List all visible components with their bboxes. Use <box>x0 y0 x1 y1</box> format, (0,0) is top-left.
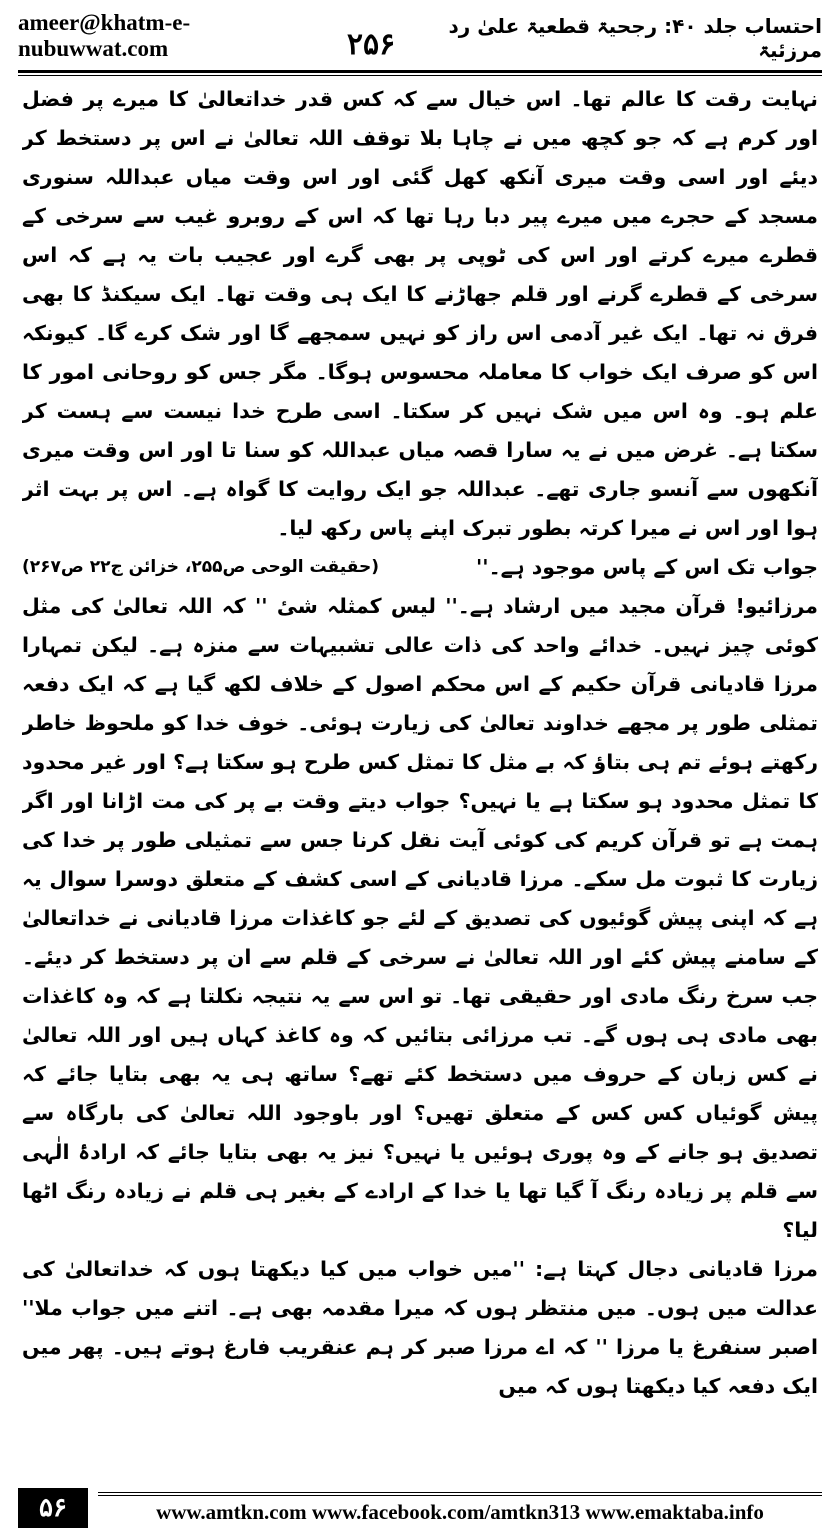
header-email: ameer@khatm-e-nubuwwat.com <box>18 10 191 61</box>
running-title: احتساب جلد ۴۰: رجحیۃ قطعیۃ علیٰ رد مرزئیۃ <box>448 14 822 62</box>
footer-page-number: ۵۶ <box>18 1488 88 1528</box>
header-rule-thin <box>18 75 822 76</box>
page-header <box>18 10 822 62</box>
footer-links: www.amtkn.com www.facebook.com/amtkn313 www.emaktaba.info <box>98 1492 822 1525</box>
paragraph-3: مرزا قادیانی دجال کہتا ہے: ''میں خواب میں کیا دیکھتا ہوں کہ خداتعالیٰ کی عدالت میں ہوں۔ میں منتظر ہوں کہ میرا مقدمہ بھی ہے۔ اتنے میں جواب ملا'' اصبر سنفرغ یا مرزا '' کہ اے مرزا صبر کر ہم عنقریب فارغ ہوتے ہیں۔ پھر میں ایک دفعہ کیا دیکھتا ہوں کہ میں <box>22 1257 818 1398</box>
page-footer <box>18 1486 822 1530</box>
citation: (حقیقت الوحی ص۲۵۵، خزائن ج۲۲ ص۲۶۷) <box>22 557 379 577</box>
paragraph-2: مرزائیو! قرآن مجید میں ارشاد ہے۔'' لیس کمثلہ شیٔ '' کہ اللہ تعالیٰ کی مثل کوئی چیز نہیں۔ خدائے واحد کی ذات عالی تشبیہات سے منزہ ہے۔ لیکن تمہارا مرزا قادیانی قرآن حکیم کے اس محکم اصول کے خلاف لکھ گیا ہے کہ ایک دفعہ تمثلی طور پر مجھے خداوند تعالیٰ کی زیارت ہوئی۔ خوف خدا کو ملحوظ خاطر رکھتے ہوئے تم ہی بتاؤ کہ بے مثل کا تمثل کس طرح ہو سکتا ہے؟ اور غیر محدود کا تمثل محدود ہو سکتا ہے یا نہیں؟ جواب دیتے وقت بے پر کی مت اڑانا اور اگر ہمت ہے تو قرآن کریم کی کوئی آیت نقل کرنا جس سے تمثیلی طور پر خدا کی زیارت کا ثبوت مل سکے۔ مرزا قادیانی کے اسی کشف کے متعلق دوسرا سوال یہ ہے کہ اپنی پیش گوئیوں کی تصدیق کے لئے جو کاغذات مرزا قادیانی نے خداتعالیٰ کے سامنے پیش کئے اور اللہ تعالیٰ نے سرخی کے قلم سے ان پر دستخط کر دیئے۔ جب سرخ رنگ مادی اور حقیقی تھا۔ تو اس سے یہ نتیجہ نکلتا ہے کہ وہ کاغذات بھی مادی ہی ہوں گے۔ تب مرزائی بتائیں کہ وہ کاغذ کہاں ہیں اور اللہ تعالیٰ نے کس زبان کے حروف میں دستخط کئے تھے؟ ساتھ ہی یہ بھی بتایا جائے کہ پیش گوئیاں کس کس کے متعلق تھیں؟ اور باوجود اللہ تعالیٰ کی بارگاہ سے تصدیق ہو جانے کے وہ پوری ہوئیں یا نہیں؟ نیز یہ بھی بتایا جائے کہ ارادۂ الٰہی سے قلم پر زیادہ رنگ آ گیا تھا یا خدا کے ارادے کے بغیر ہی قلم نے زیادہ رنگ اٹھا لیا؟ <box>22 594 818 1242</box>
closing-line-text: جواب تک اس کے پاس موجود ہے۔'' <box>476 555 818 579</box>
header-page-number: ۲۵۶ <box>346 27 396 62</box>
page-body <box>22 80 818 1478</box>
paragraph-1: نہایت رقت کا عالم تھا۔ اس خیال سے کہ کس قدر خداتعالیٰ کا میرے پر فضل اور کرم ہے کہ جو کچھ میں نے چاہا بلا توقف اللہ تعالیٰ نے اس پر دستخط کر دیئے اور اسی وقت میری آنکھ کھل گئی اور اس وقت میاں عبداللہ سنوری مسجد کے حجرے میں میرے پیر دبا رہا تھا کہ اس کے روبرو غیب سے سرخی کے قطرے میرے کرتے اور اس کی ٹوپی پر بھی گرے اور عجیب بات یہ ہے کہ اس سرخی کے قطرے گرنے اور قلم جھاڑنے کا ایک ہی وقت تھا۔ ایک سیکنڈ کا بھی فرق نہ تھا۔ ایک غیر آدمی اس راز کو نہیں سمجھے گا اور شک کرے گا۔ کیونکہ اس کو صرف ایک خواب کا معاملہ محسوس ہوگا۔ مگر جس کو روحانی امور کا علم ہو۔ وہ اس میں شک نہیں کر سکتا۔ اسی طرح خدا نیست سے ہست کر سکتا ہے۔ غرض میں نے یہ سارا قصہ میاں عبداللہ کو سنا تا اور اس وقت میری آنکھوں سے آنسو جاری تھے۔ عبداللہ جو ایک روایت کا گواہ ہے۔ اس پر بہت اثر ہوا اور اس نے میرا کرتہ بطور تبرک اپنے پاس رکھ لیا۔ <box>22 87 818 540</box>
header-rule-thick <box>18 70 822 73</box>
closing-line <box>22 548 818 587</box>
header-left <box>18 10 395 62</box>
